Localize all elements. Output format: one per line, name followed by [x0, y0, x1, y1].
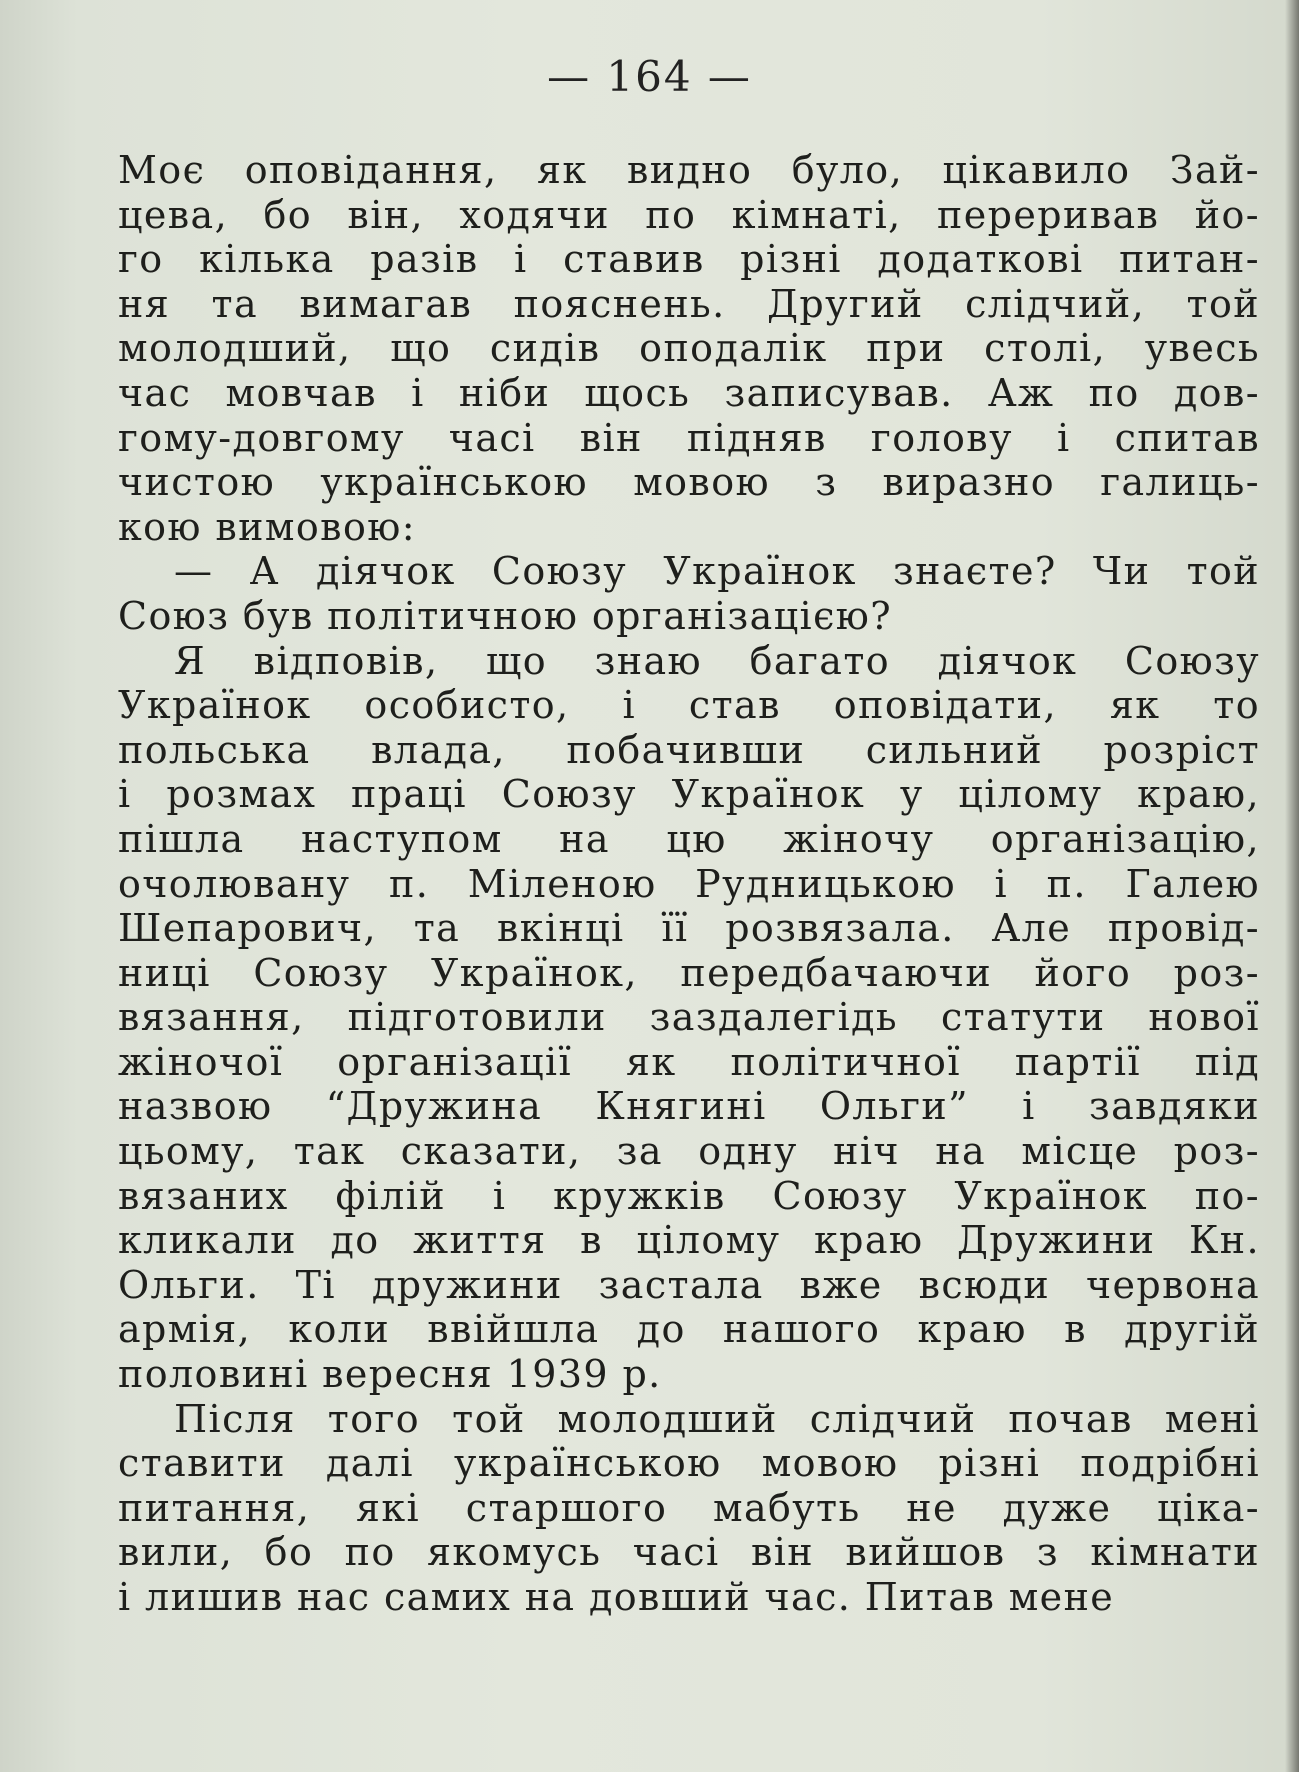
text-line: пішла наступом на цю жіночу організацію, — [118, 816, 1260, 861]
text-line: Моє оповідання, як видно було, цікавило Зай- — [118, 148, 1260, 192]
text-line: половині вересня 1939 р. — [118, 1352, 662, 1397]
text-line: ня та вимагав пояснень. Другий слідчий, той — [118, 281, 1260, 326]
text-line: час мовчав і ніби щось записував. Аж по дов- — [118, 370, 1260, 415]
paragraph — [118, 639, 1260, 1397]
page-number: — 164 — — [547, 52, 752, 101]
text-line: і лишив нас самих на довший час. Питав мене — [118, 1575, 1115, 1619]
text-line: цева, бо він, ходячи по кімнаті, переривав йо- — [118, 192, 1260, 237]
text-line: Ольги. Ті дружини застала вже всюди червона — [118, 1262, 1260, 1307]
text-line: вили, бо по якомусь часі він вийшов з кімнати — [118, 1530, 1260, 1575]
text-line: го кілька разів і ставив різні додаткові питан- — [118, 237, 1260, 282]
text-line: Українок особисто, і став оповідати, як то — [118, 683, 1260, 728]
text-line: Шепарович, та вкінці її розвязала. Але провід- — [118, 906, 1260, 951]
text-line: ниці Союзу Українок, передбачаючи його роз- — [118, 950, 1260, 995]
text-line: Я відповів, що знаю багато діячок Союзу — [174, 638, 1260, 683]
text-line: цьому, так сказати, за одну ніч на місце роз- — [118, 1129, 1260, 1174]
text-line: польська влада, побачивши сильний розріст — [118, 727, 1260, 772]
text-line: жіночої організації як політичної партії під — [118, 1039, 1260, 1084]
text-line: питання, які старшого мабуть не дуже ціка- — [118, 1485, 1260, 1530]
text-line: чистою українською мовою з виразно галиць- — [118, 460, 1260, 505]
text-line: армія, коли ввійшла до нашого краю в другій — [118, 1307, 1260, 1352]
text-line: Союз був політичною організацією? — [118, 593, 893, 638]
text-line: ставити далі українською мовою різні подрібні — [118, 1441, 1260, 1486]
text-line: — А діячок Союзу Українок знаєте? Чи той — [174, 549, 1260, 594]
paragraph — [118, 148, 1260, 549]
text-line: молодший, що сидів оподалік при столі, увесь — [118, 326, 1260, 371]
text-line: гому-довгому часі він підняв голову і спитав — [118, 415, 1260, 460]
text-line: назвою “Дружина Княгині Ольги” і завдяки — [118, 1084, 1260, 1129]
body-text — [118, 148, 1260, 1620]
paragraph — [118, 1397, 1260, 1620]
paragraph — [118, 549, 1260, 638]
page-edge-shadow — [1285, 0, 1299, 1772]
text-line: кою вимовою: — [118, 504, 416, 549]
text-line: очолювану п. Міленою Рудницькою і п. Галею — [118, 861, 1260, 906]
text-line: вязання, підготовили заздалегідь статути нової — [118, 995, 1260, 1040]
text-line: Після того той молодший слідчий почав мені — [174, 1396, 1260, 1441]
text-line: вязаних філій і кружків Союзу Українок по- — [118, 1173, 1260, 1218]
text-line: і розмах праці Союзу Українок у цілому краю, — [118, 772, 1260, 817]
text-line: кликали до життя в цілому краю Дружини Кн. — [118, 1218, 1260, 1263]
